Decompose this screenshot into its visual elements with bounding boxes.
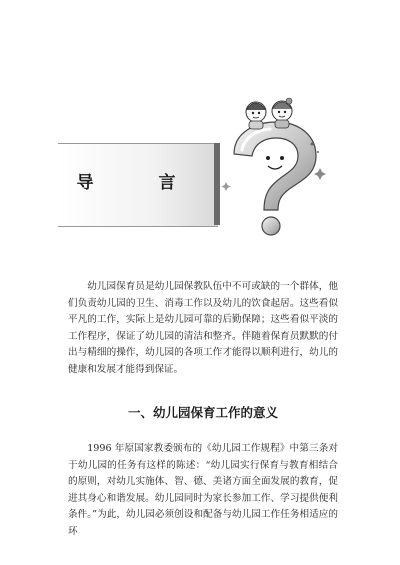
children-on-question-mark-icon bbox=[212, 92, 332, 244]
intro-paragraph: 幼儿园保育员是幼儿园保教队伍中不可或缺的一个群体，他们负责幼儿园的卫生、消毒工作以及幼儿的饮食起居。这些看似平凡的工作，实际上是幼儿园可靠的后勤保障；这些看似平淡的工作程序，保证了幼儿园的清洁和整齐。伴随着保育员默默的付出与精细的操作，幼儿园的各项工作才能得以顺利进行，幼儿的健康和发展才能得到保证。 bbox=[68, 281, 338, 375]
section-heading: 一、幼儿园保育工作的意义 bbox=[127, 405, 278, 420]
section-paragraph: 1996 年原国家教委颁布的《幼儿园工作规程》中第三条对于幼儿园的任务有这样的陈述：“幼儿园实行保育与教育相结合的原则，对幼儿实施体、智、德、美诸方面全面发展的教育，促进其身心和谐发展。幼儿园同时为家长参加工作、学习提供便利条件。”为此，幼儿园必须创设和配备与幼儿园工作任务相适应的环 bbox=[68, 443, 338, 537]
page-title: 导 言 bbox=[76, 173, 200, 193]
